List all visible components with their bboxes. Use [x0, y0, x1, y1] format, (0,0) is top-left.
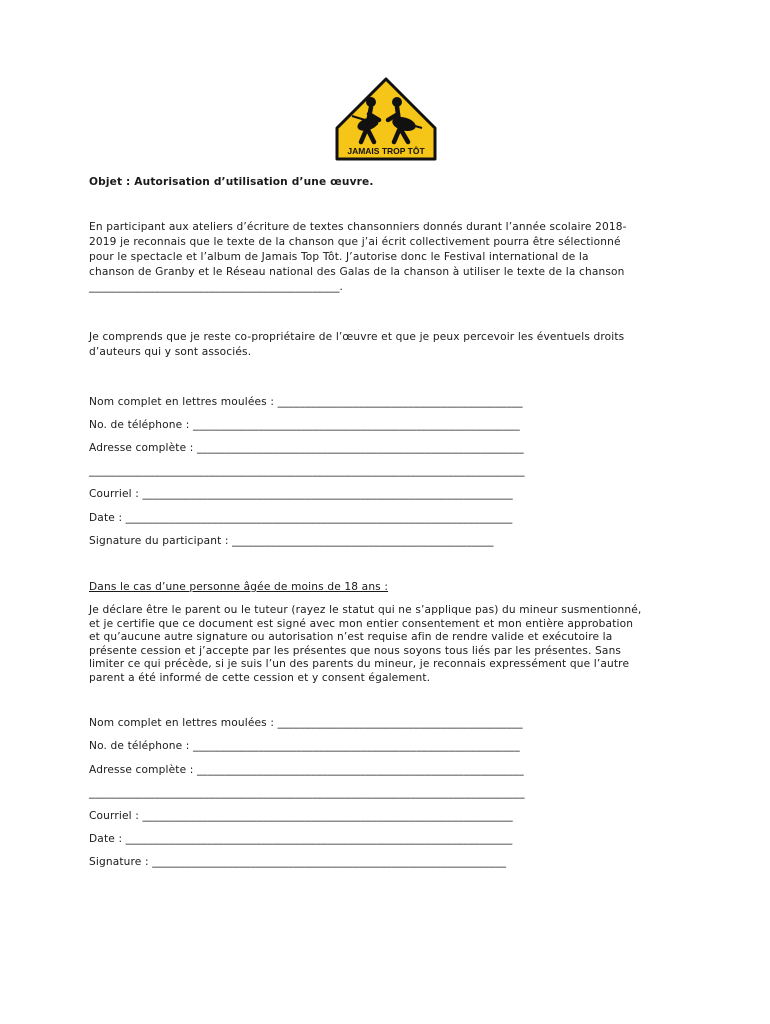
- date-field[interactable]: Date : _______________________________________________________________________: [89, 833, 513, 845]
- phone-field[interactable]: No. de téléphone : ____________________________________________________________: [89, 419, 520, 431]
- paragraph-line: Je comprends que je reste co-propriétaire de l’œuvre et que je peux percevoir les éventuels droits: [89, 331, 625, 343]
- address-field[interactable]: Adresse complète : ____________________________________________________________: [89, 442, 524, 454]
- subject-line: Objet : Autorisation d’utilisation d’une œuvre.: [89, 176, 374, 188]
- paragraph-line: limiter ce qui précède, si je suis l’un des parents du mineur, je reconnais expressément que l’autre: [89, 658, 630, 670]
- paragraph-line: chanson de Granby et le Réseau national des Galas de la chanson à utiliser le texte de la chanson: [89, 266, 625, 278]
- paragraph-line: Je déclare être le parent ou le tuteur (rayez le statut qui ne s’applique pas) du mineur susmentionné,: [89, 604, 642, 616]
- date-field[interactable]: Date : _______________________________________________________________________: [89, 512, 513, 524]
- paragraph-line: et je certifie que ce document est signé avec mon entier consentement et mon entière approbation: [89, 617, 634, 630]
- paragraph-line: pour le spectacle et l’album de Jamais Top Tôt. J’autorise donc le Festival international de la: [89, 251, 589, 263]
- address-field-line2[interactable]: ________________________________________________________________________________: [89, 465, 525, 477]
- email-field[interactable]: Courriel : ____________________________________________________________________: [89, 810, 513, 822]
- participant-signature-field[interactable]: Signature du participant : ________________________________________________: [89, 535, 494, 547]
- address-field[interactable]: Adresse complète : ____________________________________________________________: [89, 764, 524, 776]
- minor-section-heading: Dans le cas d’une personne âgée de moins de 18 ans :: [89, 581, 389, 593]
- name-field[interactable]: Nom complet en lettres moulées : _____________________________________________: [89, 396, 523, 408]
- name-field[interactable]: Nom complet en lettres moulées : _____________________________________________: [89, 717, 523, 729]
- paragraph-line: présente cession et j’accepte par les présentes que nous soyons tous liés par les présentes. Sans: [89, 644, 622, 657]
- paragraph-line: En participant aux ateliers d’écriture de textes chansonniers donnés durant l’année scolaire 2018-: [89, 221, 627, 233]
- jamais-trop-tot-logo: [334, 76, 438, 162]
- phone-field[interactable]: No. de téléphone : ____________________________________________________________: [89, 740, 520, 752]
- guardian-signature-field[interactable]: Signature : _________________________________________________________________: [89, 856, 507, 868]
- address-field-line2[interactable]: ________________________________________________________________________________: [89, 787, 525, 799]
- email-field[interactable]: Courriel : ____________________________________________________________________: [89, 488, 513, 500]
- paragraph-line: parent a été informé de cette cession et y consent également.: [89, 671, 431, 684]
- paragraph-line: d’auteurs qui y sont associés.: [89, 346, 252, 358]
- logo-text: JAMAIS TROP TÔT: [347, 146, 425, 156]
- paragraph-line: 2019 je reconnais que le texte de la chanson que j’ai écrit collectivement pourra être sélectionné: [89, 236, 621, 248]
- song-title-blank: ______________________________________________.: [89, 281, 344, 293]
- paragraph-line: et qu’aucune autre signature ou autorisation n’est requise afin de rendre valide et exécutoire la: [89, 631, 613, 643]
